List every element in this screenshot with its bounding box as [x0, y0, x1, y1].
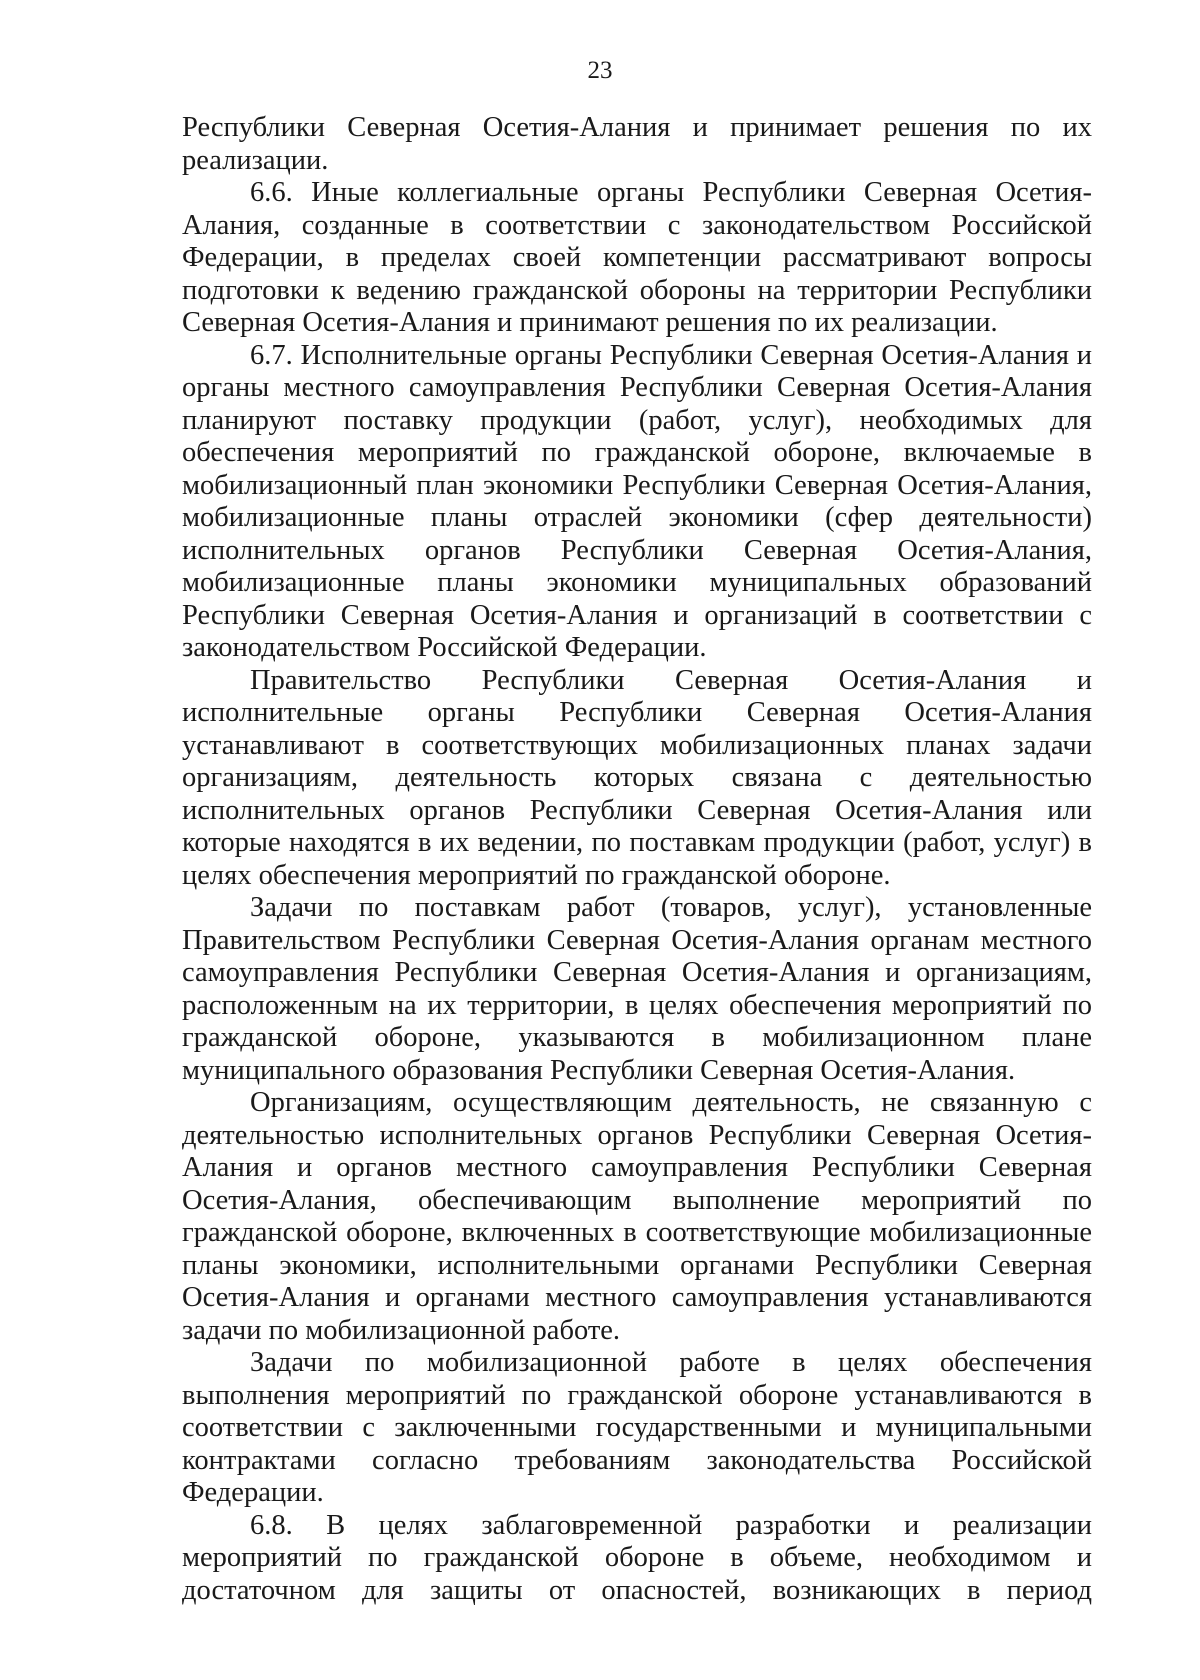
paragraph-6-8: 6.8. В целях заблаговременной разработки и реализации мероприятий по гражданской обороне в объеме, необходимом и достаточном для защиты от опасностей, возникающих в период — [182, 1509, 1092, 1606]
paragraph-organizations: Организациям, осуществляющим деятельность, не связанную с деятельностью исполнительных органов Республики Северная Осетия-Алания и органов местного самоуправления Республики Северная Осетия-Алания, обеспечивающим выполнение мероприятий по гражданской обороне, включенных в соответствующие мобилизационные планы экономики, исполнительными органами Республики Северная Осетия-Алания и органами местного самоуправления устанавливаются задачи по мобилизационной работе. — [182, 1087, 1092, 1346]
paragraph-6-7: 6.7. Исполнительные органы Республики Северная Осетия-Алания и органы местного самоуправления Республики Северная Осетия-Алания планируют поставку продукции (работ, услуг), необходимых для обеспечения мероприятий по гражданской обороне, включаемые в мобилизационный план экономики Республики Северная Осетия-Алания, мобилизационные планы отраслей экономики (сфер деятельности) исполнительных органов Республики Северная Осетия-Алания, мобилизационные планы экономики муниципальных образований Республики Северная Осетия-Алания и организаций в соответствии с законодательством Российской Федерации. — [182, 339, 1092, 663]
paragraph-mobilization-tasks: Задачи по мобилизационной работе в целях обеспечения выполнения мероприятий по гражданской обороне устанавливаются в соответствии с заключенными государственными и муниципальными контрактами согласно требованиям законодательства Российской Федерации. — [182, 1347, 1092, 1508]
paragraph-continuation: Республики Северная Осетия-Алания и принимает решения по их реализации. — [182, 112, 1092, 176]
page-number: 23 — [587, 57, 613, 84]
paragraph-government-tasks: Правительство Республики Северная Осетия-Алания и исполнительные органы Республики Северная Осетия-Алания устанавливают в соответствующих мобилизационных планах задачи организациям, деятельность которых связана с деятельностью исполнительных органов Республики Северная Осетия-Алания или которые находятся в их ведении, по поставкам продукции (работ, услуг) в целях обеспечения мероприятий по гражданской обороне. — [182, 664, 1092, 891]
paragraph-supply-tasks: Задачи по поставкам работ (товаров, услуг), установленные Правительством Республики Северная Осетия-Алания органам местного самоуправления Республики Северная Осетия-Алания и организациям, расположенным на их территории, в целях обеспечения мероприятий по гражданской обороне, указываются в мобилизационном плане муниципального образования Республики Северная Осетия-Алания. — [182, 892, 1092, 1086]
document-body — [182, 112, 1092, 1607]
paragraph-6-6: 6.6. Иные коллегиальные органы Республики Северная Осетия-Алания, созданные в соответствии с законодательством Российской Федерации, в пределах своей компетенции рассматривают вопросы подготовки к ведению гражданской обороны на территории Республики Северная Осетия-Алания и принимают решения по их реализации. — [182, 177, 1092, 338]
